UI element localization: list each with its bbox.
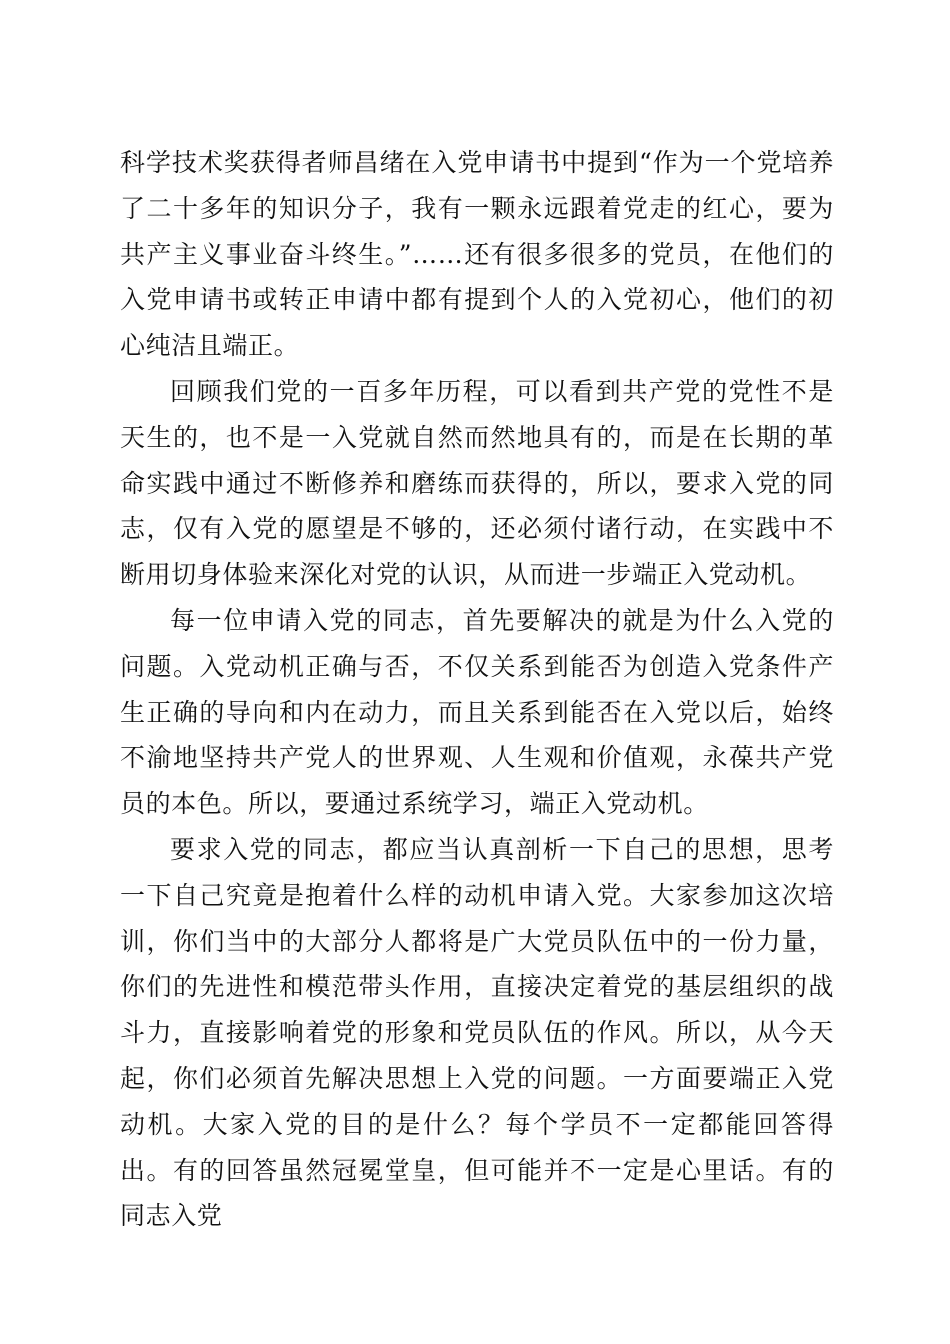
paragraph-2: 回顾我们党的一百多年历程，可以看到共产党的党性不是天生的，也不是一入党就自然而然地具有的，而是在长期的革命实践中通过不断修养和磨练而获得的，所以，要求入党的同志，仅有入党的愿望是不够的，还必须付诸行动，在实践中不断用切身体验来深化对党的认识，从而进一步端正入党动机。 [120,376,834,590]
paragraph-4: 要求入党的同志，都应当认真剖析一下自己的思想，思考一下自己究竟是抱着什么样的动机申请入党。大家参加这次培训，你们当中的大部分人都将是广大党员队伍中的一份力量，你们的先进性和模范带头作用，直接决定着党的基层组织的战斗力，直接影响着党的形象和党员队伍的作风。所以，从今天起，你们必须首先解决思想上入党的问题。一方面要端正入党动机。大家入党的目的是什么？每个学员不一定都能回答得出。有的回答虽然冠冕堂皇，但可能并不一定是心里话。有的同志入党 [120,834,834,1231]
document-body [120,140,834,1239]
paragraph-3: 每一位申请入党的同志，首先要解决的就是为什么入党的问题。入党动机正确与否，不仅关系到能否为创造入党条件产生正确的导向和内在动力，而且关系到能否在入党以后，始终不渝地坚持共产党人的世界观、人生观和价值观，永葆共产党员的本色。所以，要通过系统学习，端正入党动机。 [120,605,834,819]
paragraph-1: 科学技术奖获得者师昌绪在入党申请书中提到“作为一个党培养了二十多年的知识分子，我有一颗永远跟着党走的红心，要为共产主义事业奋斗终生。”……还有很多很多的党员，在他们的入党申请书或转正申请中都有提到个人的入党初心，他们的初心纯洁且端正。 [120,148,834,361]
